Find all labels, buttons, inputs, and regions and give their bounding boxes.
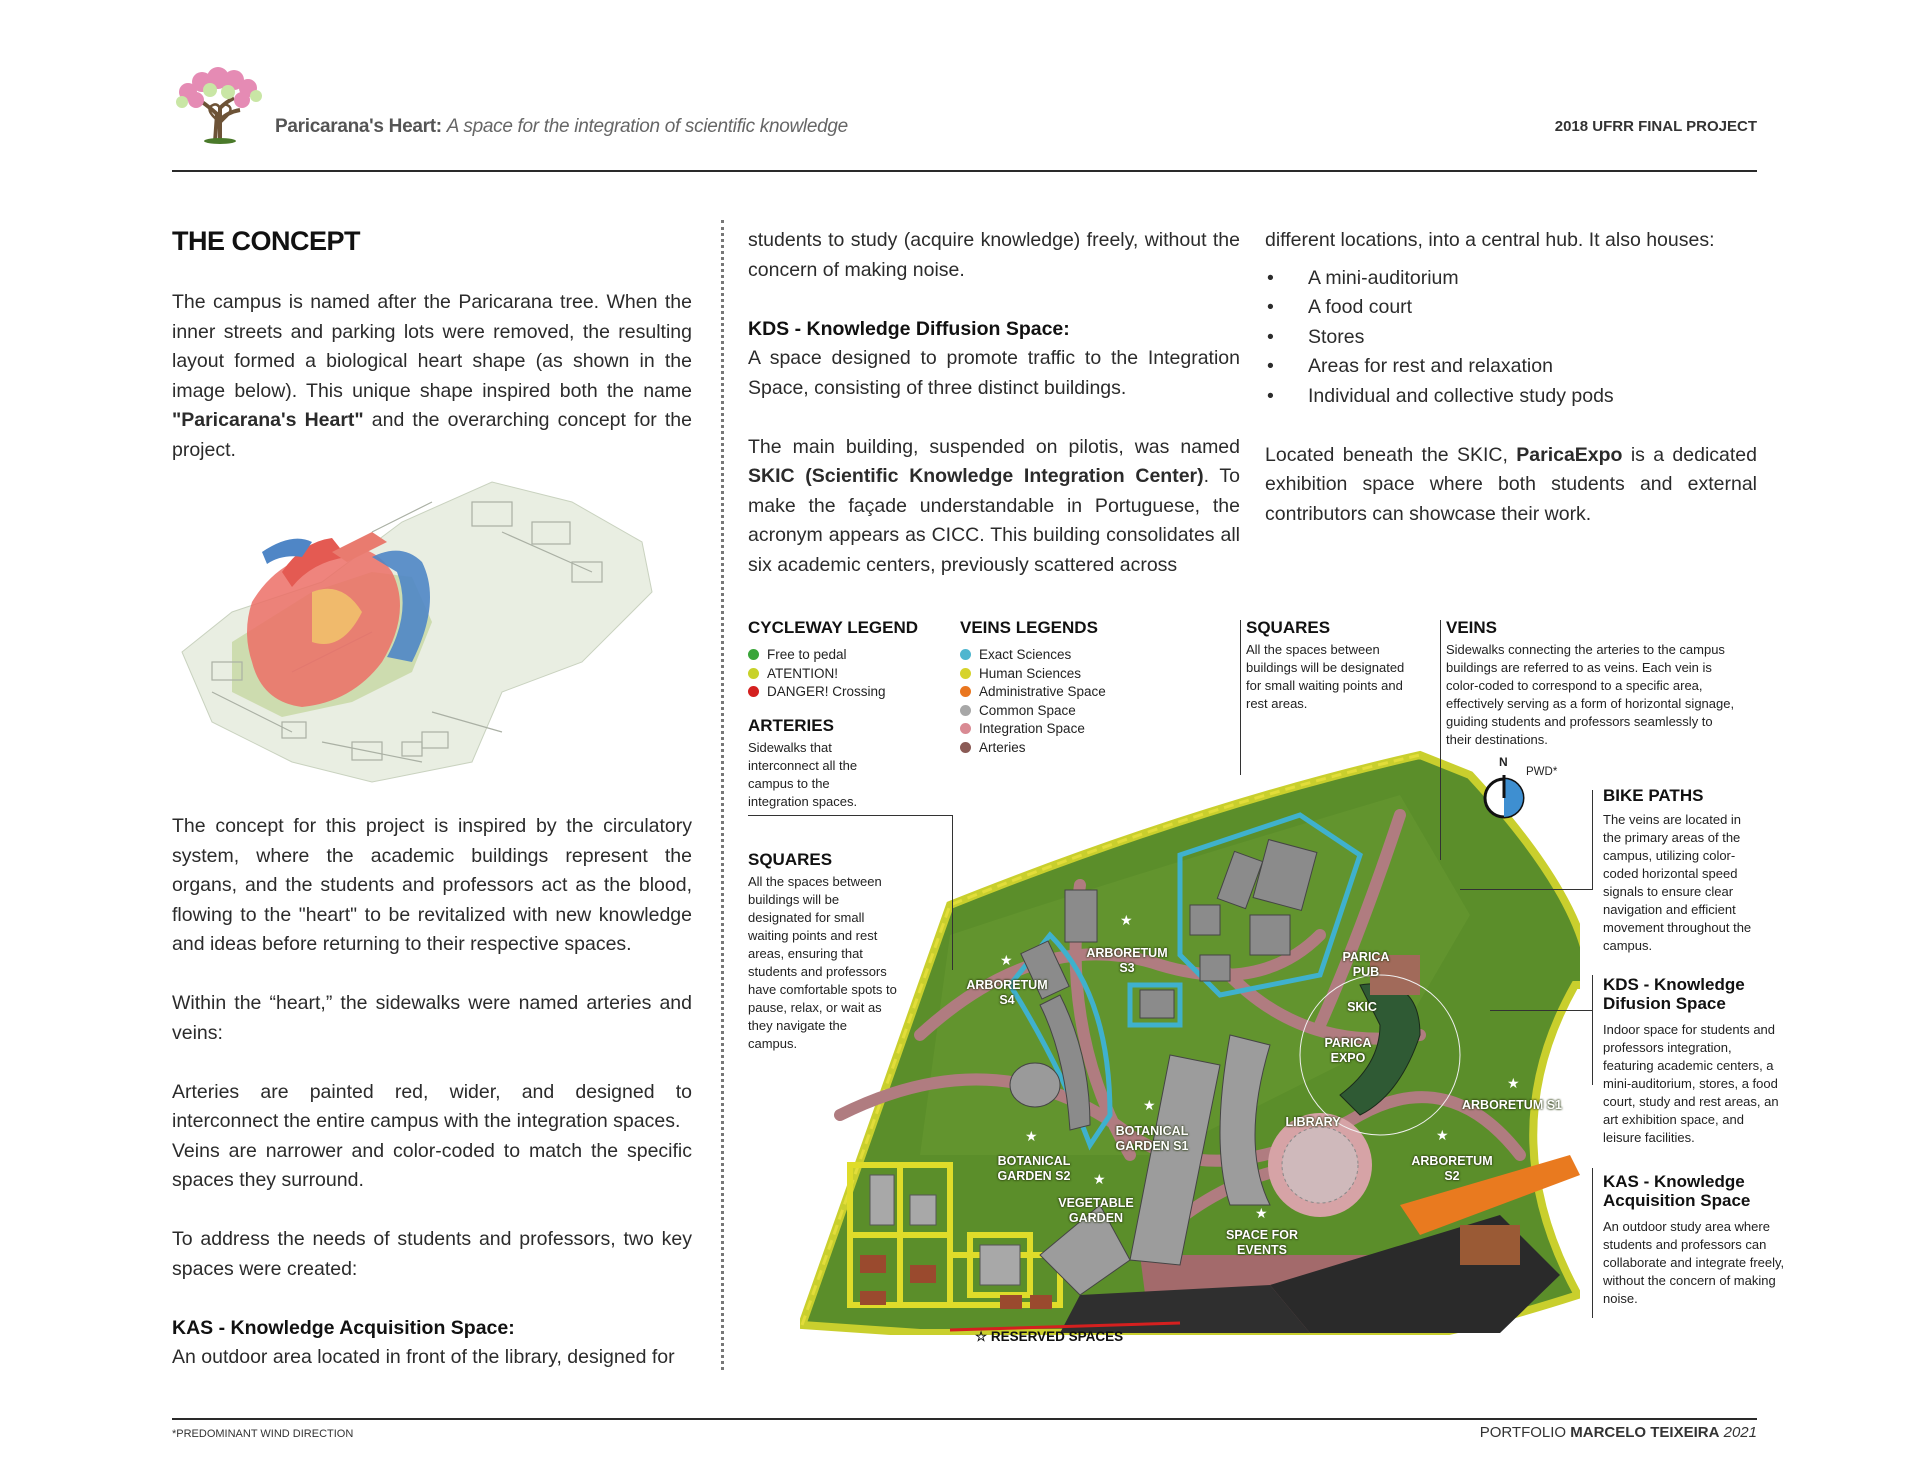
brand-title: Paricarana's Heart: A space for the integration of scientific knowledge [275,116,848,137]
column-three-text: different locations, into a central hub. It also houses: • A mini-auditorium • A food court • Stores • Areas for rest and relaxation • Individual and collective study pods Located beneath the SKIC, ParicaExpo is a dedicated exhibition space where both students and external contributors can showcase their work. [1265,226,1757,529]
kds-note: KDS - Knowledge Difusion Space Indoor space for students and professors integration, featuring academic centers, a mini-auditorium, stores, a food court, study and rest areas, an art exhibition space, and leisure facilities. [1603,975,1779,1145]
leader-line [1490,1010,1593,1011]
legend-item: Exact Sciences [960,646,1160,665]
label-library: LIBRARY [1285,1115,1341,1129]
legend-item: Free to pedal [748,646,938,665]
kas-note: KAS - Knowledge Acquisition Space An outdoor study area where students and professors can collaborate and integrate freely, without the concern of making noise. [1603,1172,1785,1306]
header-divider [172,170,1757,172]
list-item: • Areas for rest and relaxation [1265,352,1757,382]
page-title: THE CONCEPT [172,226,361,256]
concept-body: The concept for this project is inspired by the circulatory system, where the academic buildings represent the organs, and the students and professors act as the blood, flowing to the "heart" to be revitalized with new knowledge and ideas before returning to their respective spaces. Within the “heart,” the sidewalks were named arteries and veins: Arteries are painted red, wider, and designed to interconnect the entire campus with the integration spaces. Veins are narrower and color-coded to match the specific spaces they surround. To address the needs of students and professors, two key spaces were created: KAS - Knowledge Acquisition Space: An outdoor area located in front of the library, designed for [172,815,692,1368]
footnote: *PREDOMINANT WIND DIRECTION [172,1428,354,1440]
leader-line [952,815,953,970]
label-botanical-s1: BOTANICAL GARDEN S1 [1115,1124,1189,1153]
veins-legend: VEINS LEGENDS Exact Sciences Human Sciences Administrative Space Common Space Integration Space Arteries [960,618,1160,757]
compass-north: N [1499,755,1508,769]
label-arboretum-s3: ARBORETUM S3 [1086,946,1168,975]
list-item: • Individual and collective study pods [1265,382,1757,412]
star-icon: ★ [1143,1097,1156,1113]
label-parica-expo: PARICA EXPO [1324,1036,1372,1065]
star-icon: ★ [1255,1205,1268,1221]
label-arboretum-s2: ARBORETUM S2 [1411,1154,1493,1183]
star-icon: ★ [1093,1171,1106,1187]
label-arboretum-s1: ARBORETUM S1 [1462,1098,1563,1112]
star-icon: ★ [1025,1128,1038,1144]
legend-item: DANGER! Crossing [748,683,938,702]
leader-line [1592,790,1593,890]
legend-item: Administrative Space [960,683,1160,702]
leader-line [1592,975,1593,1085]
legend-item: Integration Space [960,720,1160,739]
leader-line [1592,1168,1593,1318]
portfolio-credit: PORTFOLIO MARCELO TEIXEIRA 2021 [1479,1424,1757,1441]
star-icon: ★ [1120,912,1133,928]
label-vegetable-garden: VEGETABLE GARDEN [1058,1196,1134,1225]
column-divider [721,220,724,1370]
label-arboretum-s4: ARBORETUM S4 [966,978,1048,1007]
arteries-note: ARTERIES Sidewalks that interconnect all the campus to the integration spaces. [748,716,858,809]
squares-note-left: SQUARES All the spaces between buildings will be designated for small waiting points and rest areas, ensuring that students and professors have comfortable spots to pause, relax, or wait as they navigate the campus. [748,850,897,1051]
project-label: 2018 UFRR FINAL PROJECT [1554,118,1757,135]
legend-item: ATENTION! [748,665,938,684]
leader-line [1440,620,1441,860]
list-item: • Stores [1265,323,1757,353]
star-icon: ★ [1507,1075,1520,1091]
campus-map [800,735,1580,1335]
footer-divider [172,1418,1757,1420]
leader-line [1240,620,1241,775]
logo-tree [168,62,272,144]
star-icon: ★ [1436,1127,1449,1143]
veins-note: VEINS Sidewalks connecting the arteries to the campus buildings are referred to as veins. Each vein is color-coded to correspond to a specific area, effectively serving as a form of horizontal signage, guiding students and professors seamlessly to their destinations. [1446,618,1735,747]
cycleway-legend: CYCLEWAY LEGEND Free to pedal ATENTION! DANGER! Crossing [748,618,938,702]
concept-intro: The campus is named after the Paricarana tree. When the inner streets and parking lots were removed, the resulting layout formed a biological heart shape (as shown in the image below). This unique shape inspired both the name "Paricarana's Heart" and the overarching concept for the project. [172,291,692,461]
heart-site-image [172,462,672,802]
label-botanical-s2: BOTANICAL GARDEN S2 [997,1154,1071,1183]
compass-wind: PWD* [1526,766,1558,778]
label-skic: SKIC [1347,1000,1377,1014]
houses-list [1265,264,1757,412]
bike-paths-note: BIKE PATHS The veins are located in the primary areas of the campus, utilizing color-coded horizontal speed signals to ensure clear navigation and efficient movement throughout the campus. [1603,786,1752,953]
column-two-text: students to study (acquire knowledge) freely, without the concern of making noise. KDS - Knowledge Diffusion Space: A space designed to promote traffic to the Integration Space, consisting of three distinct buildings. The main building, suspended on pilotis, was named SKIC (Scientific Knowledge Integration Center). To make the façade understandable in Portuguese, the acronym appears as CICC. This building consolidates all six academic centers, previously scattered across [748,229,1240,576]
legend-item: Common Space [960,702,1160,721]
legend-item: Human Sciences [960,665,1160,684]
list-item: • A mini-auditorium [1265,264,1757,294]
legend-item: Arteries [960,739,1160,758]
list-item: • A food court [1265,293,1757,323]
squares-note-top: SQUARES All the spaces between buildings will be designated for small waiting points and rest areas. [1246,618,1405,711]
leader-line [1460,889,1593,890]
label-space-events: SPACE FOR EVENTS [1226,1228,1298,1257]
leader-line [748,815,953,816]
label-parica-pub: PARICA PUB [1342,950,1390,979]
star-outline-icon: ☆ [975,1329,988,1344]
star-icon: ★ [1000,952,1013,968]
reserved-spaces-label: ☆ RESERVED SPACES [975,1329,1124,1344]
